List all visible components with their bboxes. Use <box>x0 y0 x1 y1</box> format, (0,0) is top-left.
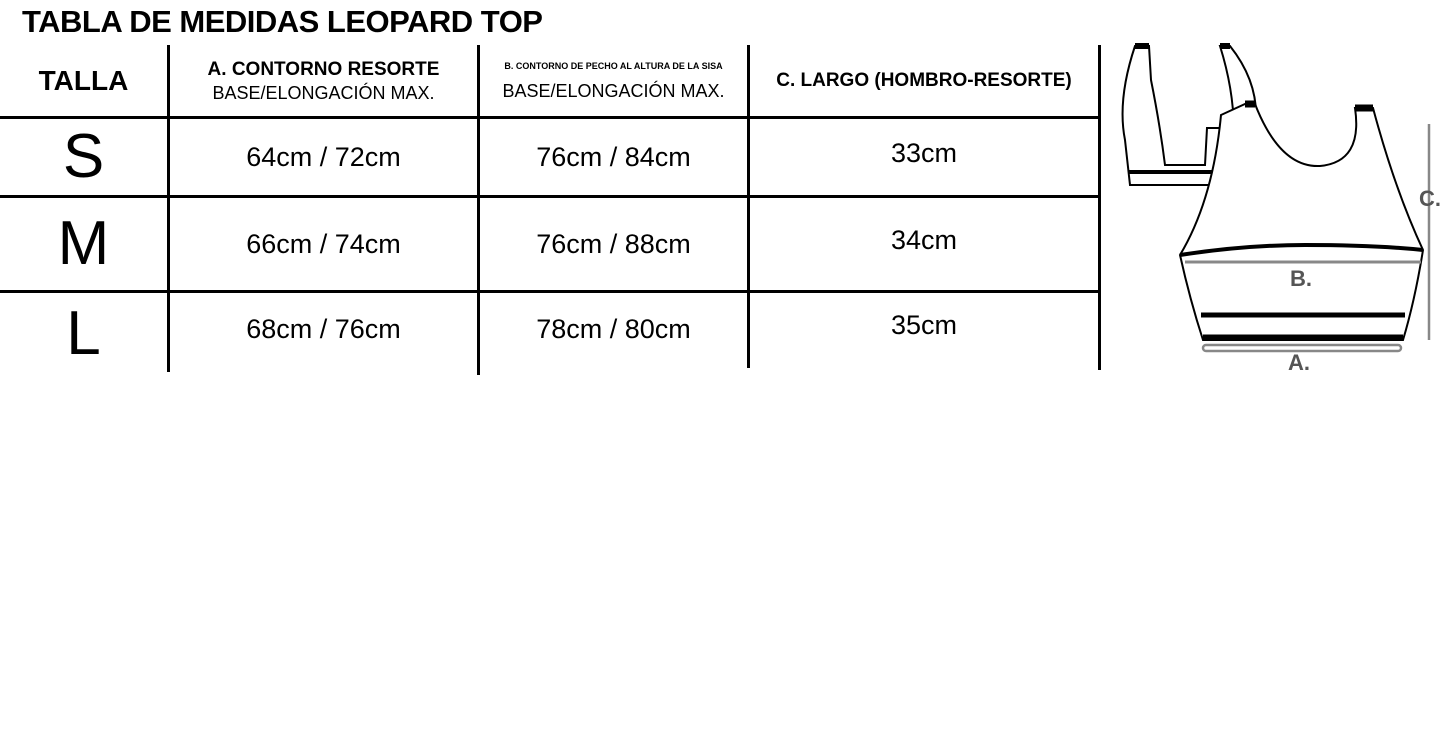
table-cell-c <box>750 115 1098 191</box>
size-label: M <box>57 209 110 278</box>
header-b-subtitle: BASE/ELONGACIÓN MAX. <box>502 80 725 101</box>
header-a-title: A. CONTORNO RESORTE <box>207 58 440 80</box>
table-cell-b <box>480 198 747 290</box>
value-c: 34cm <box>890 224 958 255</box>
garment-diagram <box>1105 40 1445 375</box>
label-c: C. <box>1419 186 1441 211</box>
size-label: S <box>62 122 105 191</box>
header-a-subtitle: BASE/ELONGACIÓN MAX. <box>212 82 435 103</box>
page-title: TABLA DE MEDIDAS LEOPARD TOP <box>22 4 543 39</box>
value-a: 66cm / 74cm <box>246 228 401 259</box>
header-c <box>750 45 1098 116</box>
table-cell-a <box>170 198 477 290</box>
value-b: 76cm / 88cm <box>536 228 691 259</box>
size-table <box>0 45 1102 375</box>
value-c: 33cm <box>890 137 958 168</box>
value-a: 64cm / 72cm <box>246 141 401 172</box>
header-c-title: C. LARGO (HOMBRO-RESORTE) <box>776 69 1072 91</box>
header-a <box>170 51 477 111</box>
table-cell-b <box>480 119 747 195</box>
table-row-size <box>0 119 167 195</box>
table-cell-c <box>750 289 1098 361</box>
header-size <box>0 45 167 116</box>
header-b <box>480 51 747 111</box>
label-b: B. <box>1290 266 1312 291</box>
table-row-size <box>0 293 167 375</box>
column-divider <box>1098 45 1101 370</box>
value-c: 35cm <box>890 309 958 340</box>
table-cell-b <box>480 293 747 365</box>
size-label: L <box>66 299 101 368</box>
label-a: A. <box>1288 350 1310 375</box>
value-b: 76cm / 84cm <box>536 141 691 172</box>
table-cell-a <box>170 293 477 365</box>
value-b: 78cm / 80cm <box>536 313 691 344</box>
table-cell-c <box>750 194 1098 286</box>
header-b-title: B. CONTORNO DE PECHO AL ALTURA DE LA SISA <box>504 60 723 71</box>
header-size-label: TALLA <box>38 64 129 96</box>
table-row-size <box>0 198 167 290</box>
value-a: 68cm / 76cm <box>246 313 401 344</box>
table-cell-a <box>170 119 477 195</box>
